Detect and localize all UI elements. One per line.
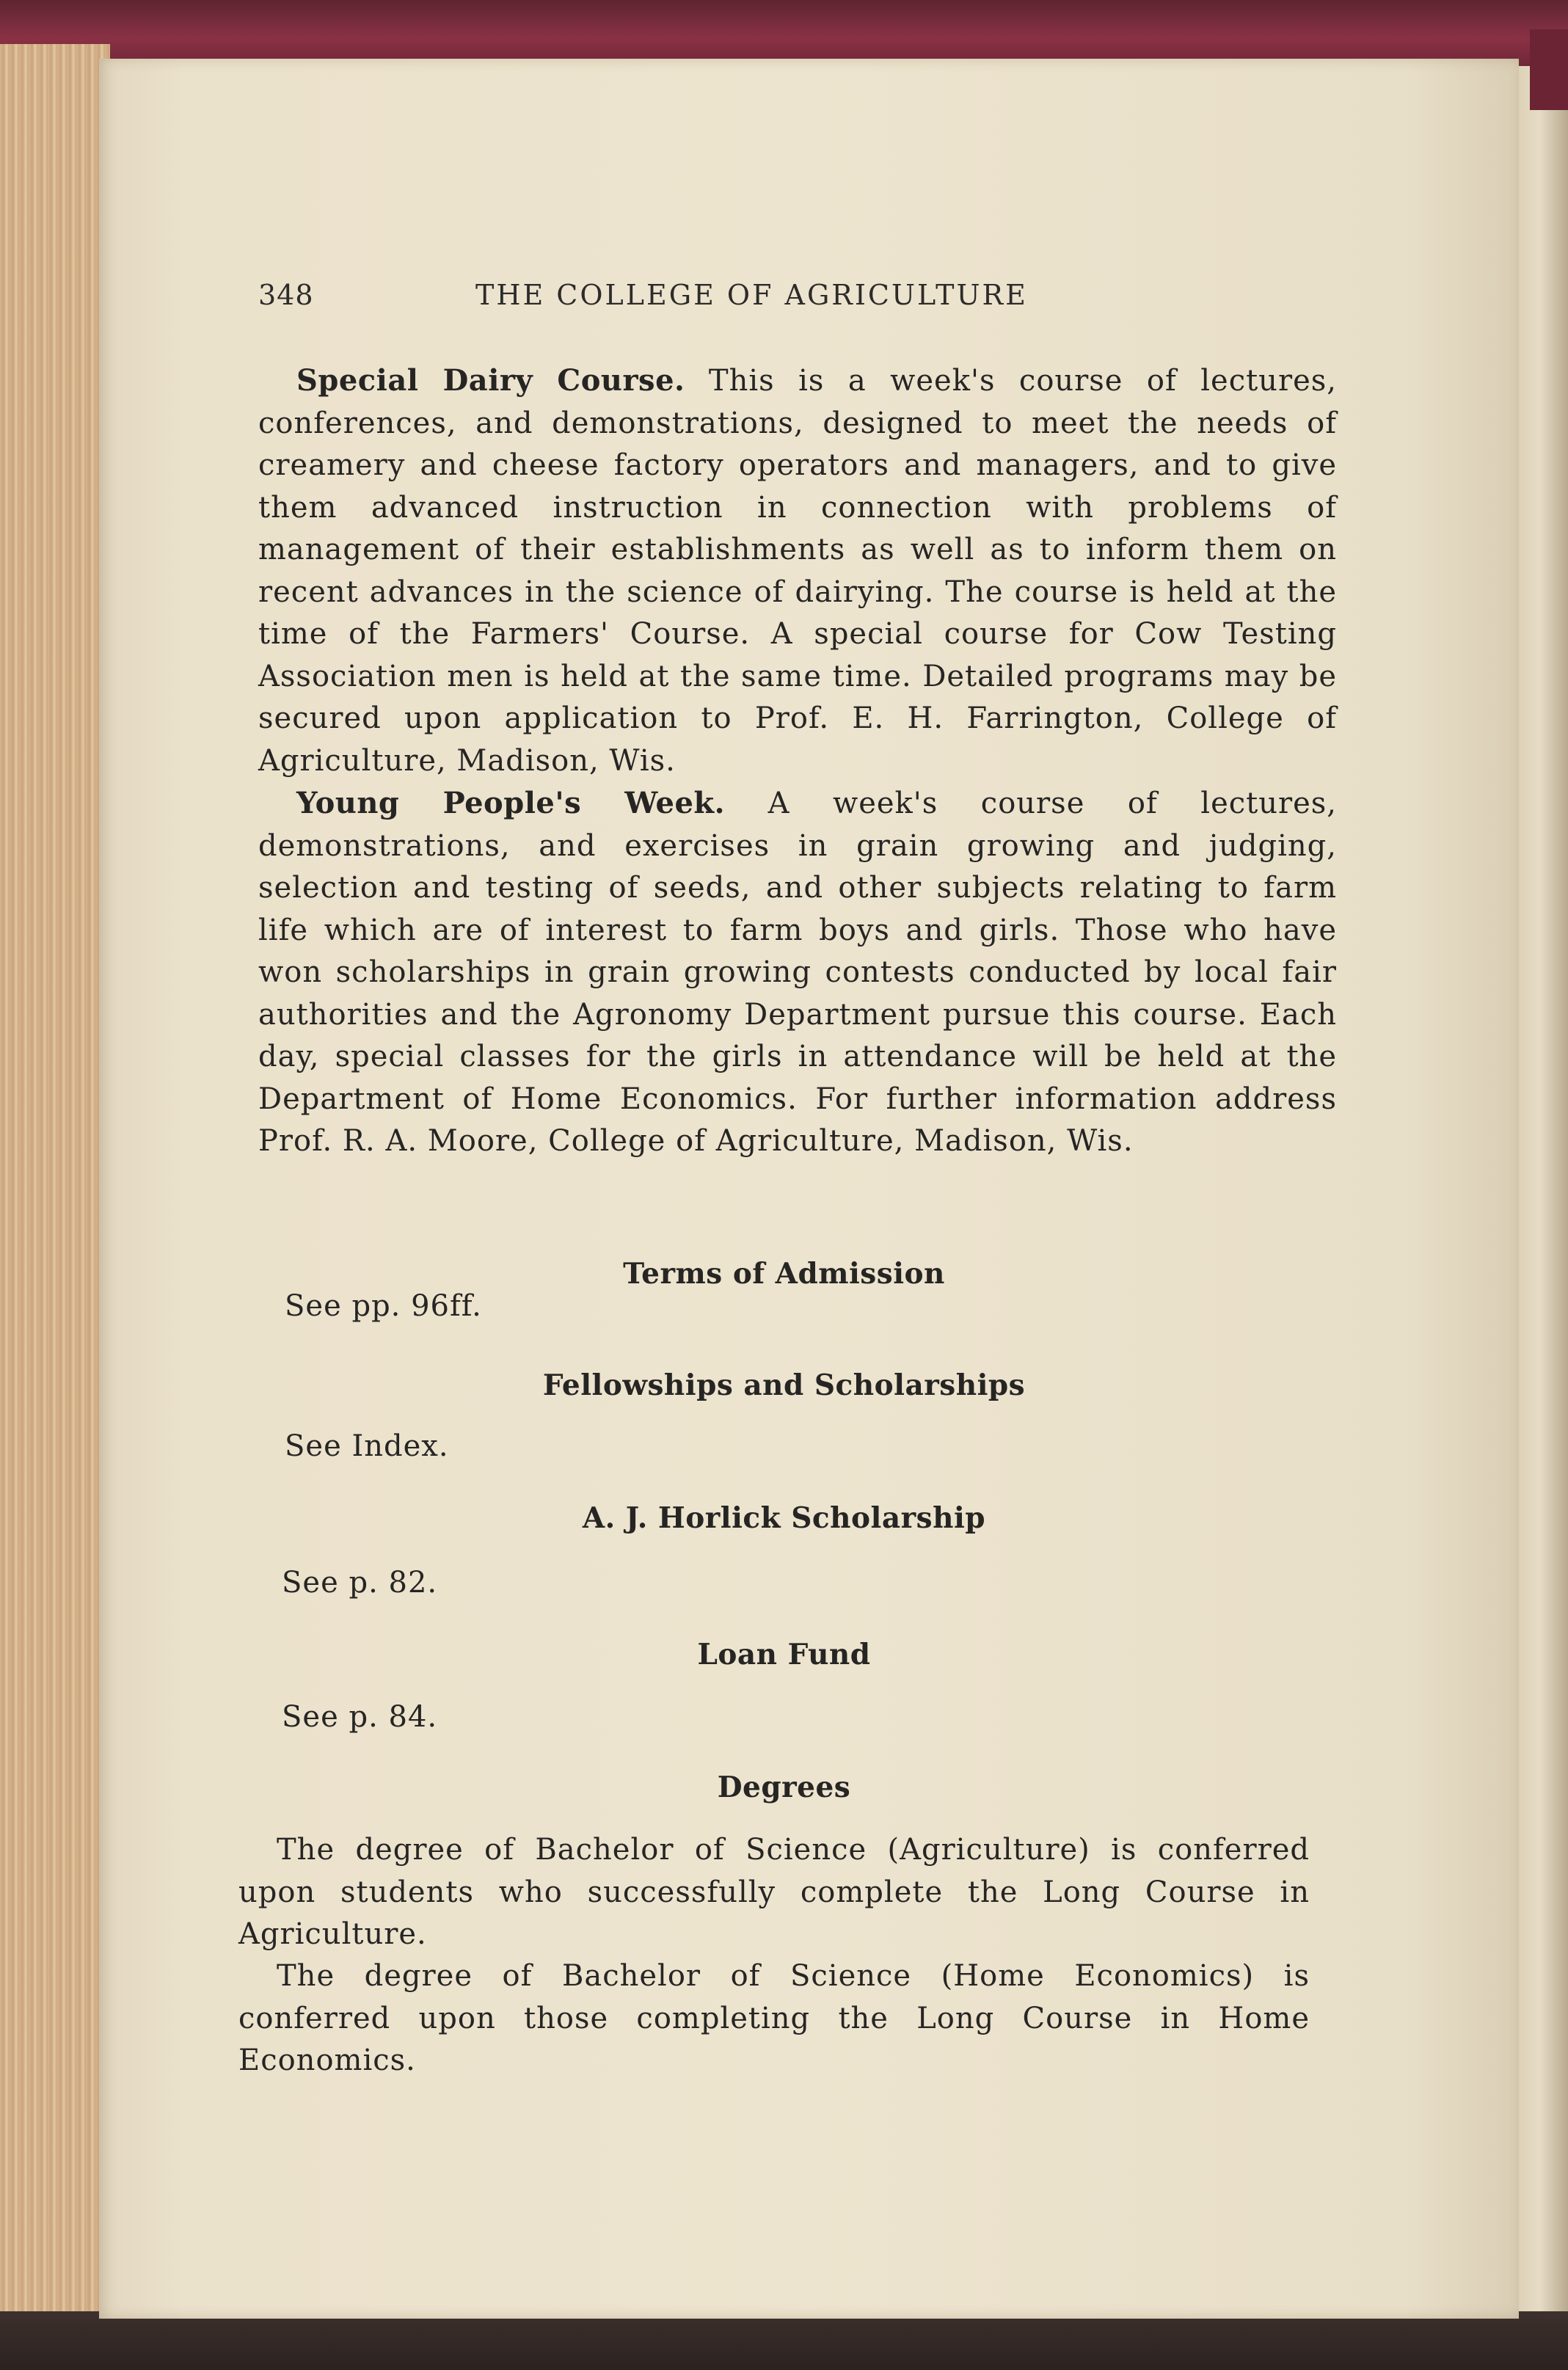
book-binding-bottom — [0, 2311, 1568, 2370]
special-dairy-course-body: This is a week's course of lectures, conferences, and demonstrations, designed to meet the needs of creamery and cheese factory operators and managers, and to give them advanced instruction in connection with problems of management of their establishments as well as to inform them on recent advances in the science of dairying. The course is held at the time of the Farmers' Course. A special course for Cow Testing Association men is held at the same time. Detailed programs may be secured upon application to Prof. E. H. Farrington, College of Agriculture, Madison, Wis. — [258, 364, 1337, 778]
fellowships-reference: See Index. — [285, 1429, 449, 1463]
young-peoples-week-paragraph — [258, 782, 1337, 1163]
degree-home-economics-paragraph: The degree of Bachelor of Science (Home Economics) is conferred upon those completing the Long Course in Home Economics. — [238, 1959, 1310, 2077]
terms-of-admission-reference: See pp. 96ff. — [285, 1289, 482, 1323]
young-peoples-week-body: A week's course of lectures, demonstrations, and exercises in grain growing and judging, selection and testing of seeds, and other subjects relating to farm life which are of interest to farm boys and girls. Those who have won scholarships in grain growing contests conducted by local fair authorities and the Agronomy Department pursue this course. Each day, special classes for the girls in attendance will be held at the Department of Home Economics. For further information address Prof. R. A. Moore, College of Agriculture, Madison, Wis. — [258, 787, 1338, 1158]
running-head: THE COLLEGE OF AGRICULTURE — [475, 279, 1028, 311]
terms-of-admission-heading: Terms of Admission — [623, 1257, 945, 1291]
cover-corner — [1530, 29, 1568, 110]
page-edges — [0, 44, 110, 2333]
horlick-scholarship-reference: See p. 82. — [282, 1566, 438, 1600]
degree-agriculture-paragraph: The degree of Bachelor of Science (Agriculture) is conferred upon students who successfully complete the Long Course in Agriculture. — [238, 1833, 1310, 1951]
degrees-heading: Degrees — [717, 1771, 851, 1804]
fellowships-heading: Fellowships and Scholarships — [542, 1368, 1026, 1402]
special-dairy-course-paragraph — [258, 360, 1337, 782]
loan-fund-heading: Loan Fund — [697, 1638, 871, 1671]
special-dairy-course-lead: Special Dairy Course. — [296, 363, 685, 398]
young-peoples-week-lead: Young People's Week. — [296, 786, 726, 820]
loan-fund-reference: See p. 84. — [282, 1700, 438, 1734]
horlick-scholarship-heading: A. J. Horlick Scholarship — [582, 1501, 986, 1535]
page-number: 348 — [258, 279, 314, 311]
